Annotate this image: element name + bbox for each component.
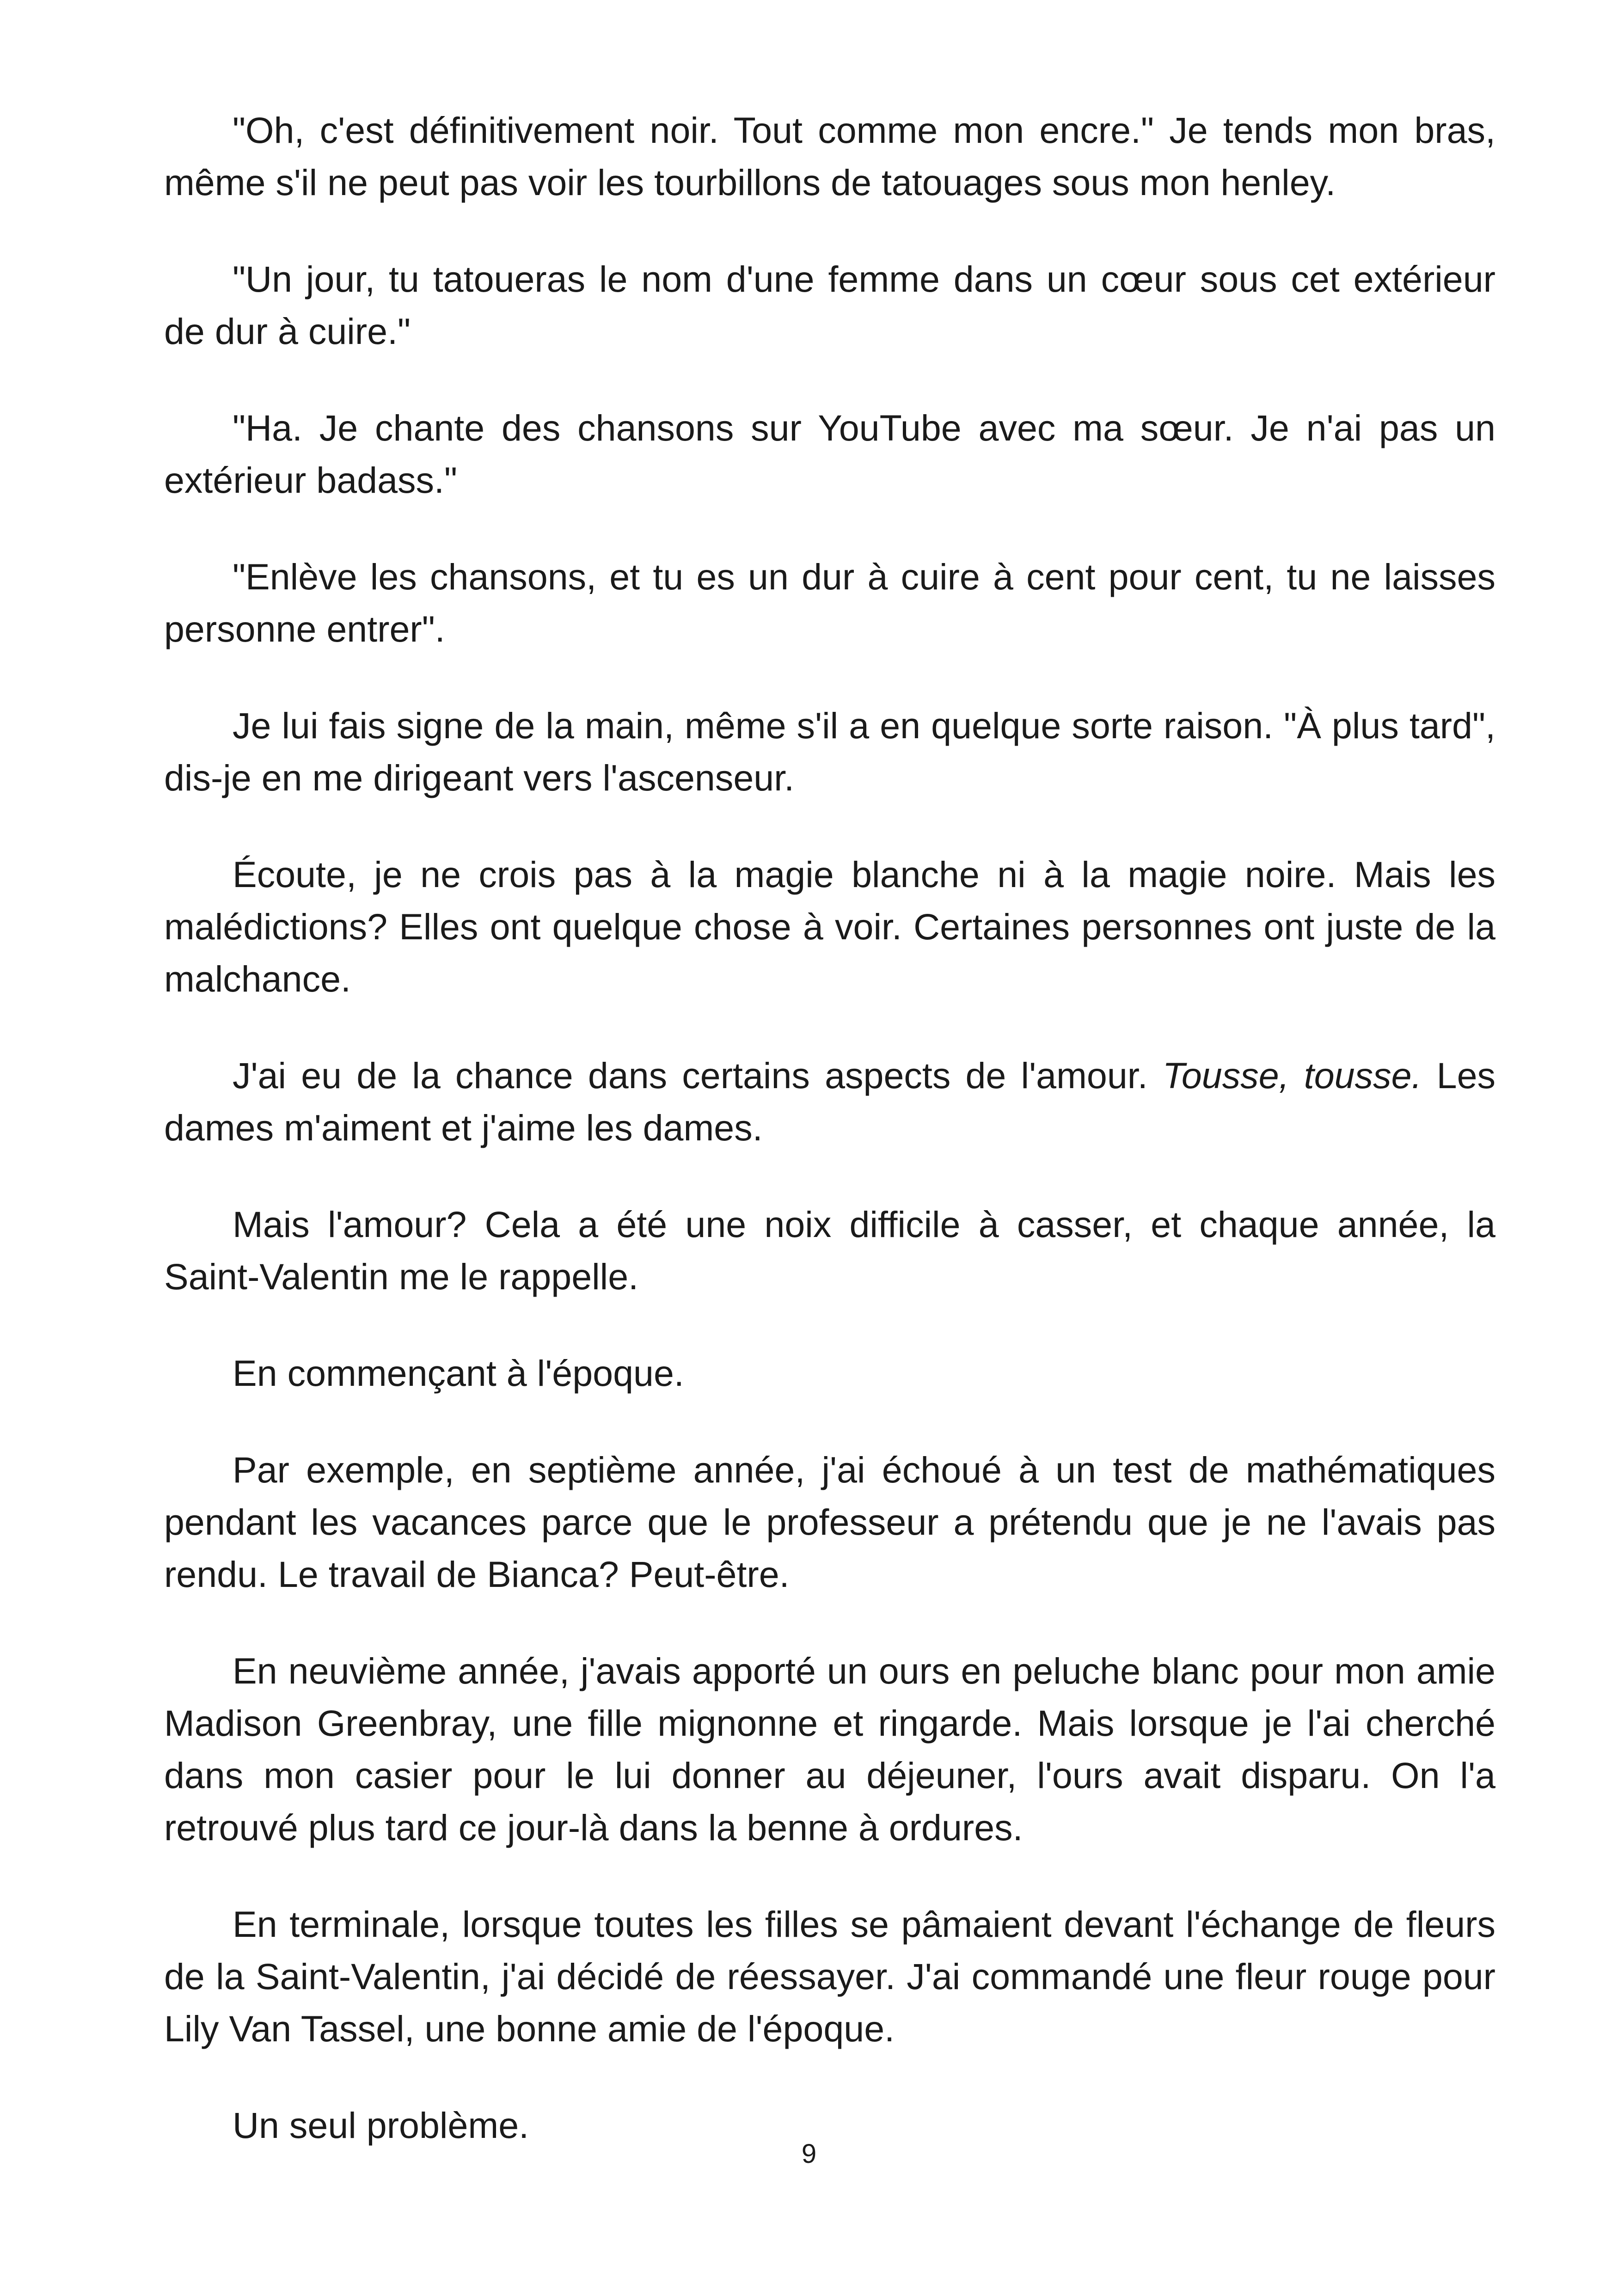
paragraph: Par exemple, en septième année, j'ai échoué à un test de mathématiques pendant les vacances parce que le professeur a prétendu que je ne l'avais pas rendu. Le travail de Bianca? Peut-être. (164, 1449, 1495, 1595)
paragraph: "Un jour, tu tatoueras le nom d'une femme dans un cœur sous cet extérieur de dur à cuire." (164, 258, 1495, 352)
paragraph (164, 1049, 1495, 1154)
paragraph: "Oh, c'est définitivement noir. Tout comme mon encre." Je tends mon bras, même s'il ne peut pas voir les tourbillons de tatouages sous mon henley. (164, 110, 1495, 203)
paragraph-text: Les dames m'aiment et j'aime les dames. (164, 1055, 1496, 1148)
paragraph-text: J'ai eu de la chance dans certains aspects de l'amour. (233, 1055, 1163, 1096)
paragraph: En neuvième année, j'avais apporté un ours en peluche blanc pour mon amie Madison Greenbray, une fille mignonne et ringarde. Mais lorsque je l'ai cherché dans mon casier pour le lui donner au déjeuner, l'ours avait disparu. On l'a retrouvé plus tard ce jour-là dans la benne à ordures. (164, 1650, 1495, 1848)
paragraph: En commençant à l'époque. (233, 1353, 684, 1394)
document-body (164, 104, 1495, 2196)
paragraph: "Ha. Je chante des chansons sur YouTube avec ma sœur. Je n'ai pas un extérieur badass." (164, 407, 1495, 501)
paragraph: Mais l'amour? Cela a été une noix difficile à casser, et chaque année, la Saint-Valentin me le rappelle. (164, 1204, 1495, 1297)
italic-emphasis: Tousse, tousse. (1162, 1055, 1422, 1096)
paragraph: Je lui fais signe de la main, même s'il a en quelque sorte raison. "À plus tard", dis-je en me dirigeant vers l'ascenseur. (164, 705, 1495, 798)
paragraph: Un seul problème. (233, 2105, 529, 2146)
paragraph: "Enlève les chansons, et tu es un dur à cuire à cent pour cent, tu ne laisses personne entrer". (164, 556, 1495, 649)
page-number: 9 (801, 2139, 817, 2169)
paragraph: En terminale, lorsque toutes les filles se pâmaient devant l'échange de fleurs de la Saint-Valentin, j'ai décidé de réessayer. J'ai commandé une fleur rouge pour Lily Van Tassel, une bonne amie de l'époque. (164, 1904, 1495, 2049)
paragraph: Écoute, je ne crois pas à la magie blanche ni à la magie noire. Mais les malédictions? Elles ont quelque chose à voir. Certaines personnes ont juste de la malchance. (164, 854, 1495, 999)
